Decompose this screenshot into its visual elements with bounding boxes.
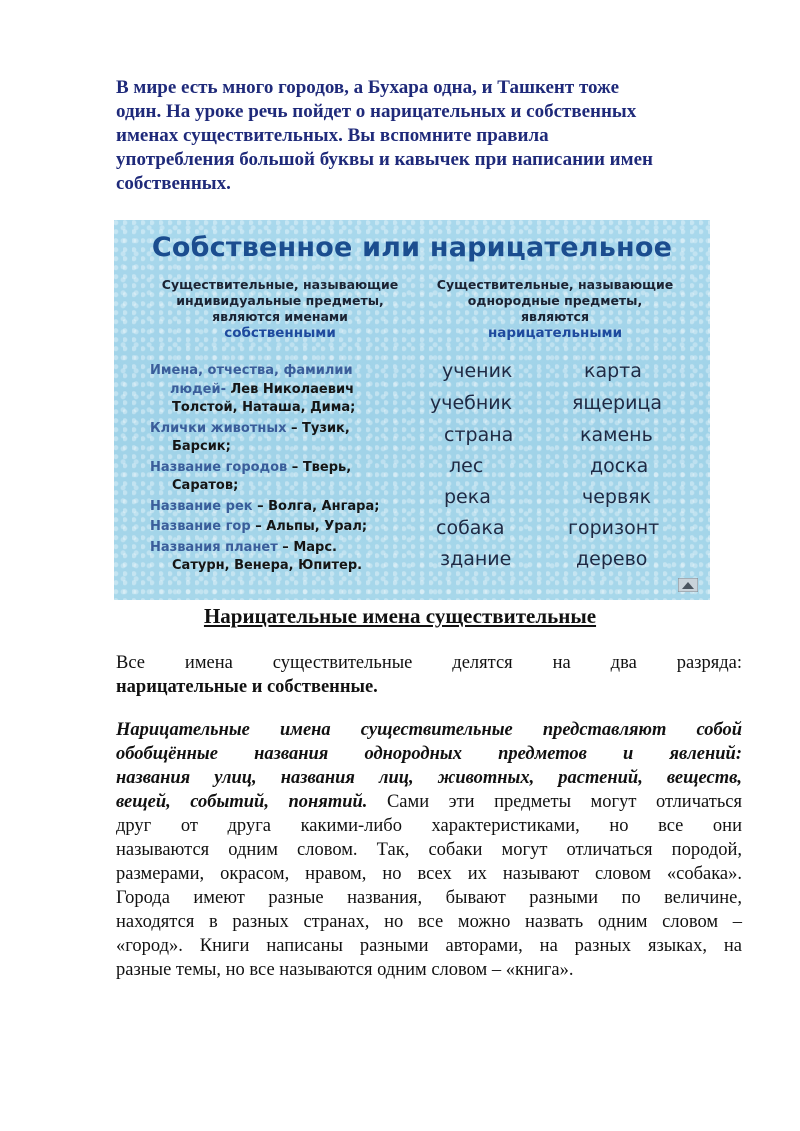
text-line: нарицательные и собственные. <box>116 677 378 697</box>
category-label: Название городов <box>150 459 288 475</box>
common-noun-word: горизонт <box>568 517 660 539</box>
common-noun-word: учебник <box>430 392 513 414</box>
common-column-heading <box>420 277 690 341</box>
heading-line: однородные предметы, <box>467 293 643 308</box>
common-noun-word: червяк <box>582 486 652 508</box>
category-label: Названия планет <box>150 539 278 555</box>
intro-line: употребления большой буквы и кавычек при написании имен <box>116 149 653 170</box>
example-text: – Марс. <box>277 539 337 555</box>
heading-line: Существительные, называющие <box>436 277 674 292</box>
example-text: Лев Николаевич <box>225 381 354 397</box>
example-text: Барсик; <box>172 439 231 454</box>
common-noun-word: собака <box>436 517 505 539</box>
category-label: Имена, отчества, фамилии <box>150 363 353 378</box>
text-line: Нарицательные имена существительные представляют собой <box>116 720 742 740</box>
proper-nouns-list <box>150 362 420 578</box>
common-noun-word: дерево <box>576 548 648 570</box>
intro-paragraph <box>116 76 736 196</box>
list-item <box>150 459 420 496</box>
list-item <box>150 420 420 457</box>
category-label: Клички животных <box>150 420 287 436</box>
heading-line: являются именами <box>212 309 348 324</box>
common-noun-word: здание <box>440 548 512 570</box>
example-text: Сатурн, Венера, Юпитер. <box>172 558 363 573</box>
paragraph-categories <box>116 651 742 699</box>
up-arrow-icon[interactable] <box>678 578 698 592</box>
text-line: размерами, окрасом, нравом, но всех их называют словом «собака». <box>116 864 742 884</box>
heading-line: являются <box>521 309 589 324</box>
example-text: – Волга, Ангара; <box>252 498 380 514</box>
text-line: Все имена существительные делятся на два разряда: <box>116 653 742 673</box>
heading-line: Существительные, называющие <box>161 277 399 292</box>
section-heading: Нарицательные имена существительные <box>203 604 597 628</box>
common-noun-word: карта <box>584 360 642 382</box>
text-line: друг от друга какими-либо характеристиками, но все они <box>116 816 742 836</box>
list-item <box>150 518 420 537</box>
common-noun-word: река <box>444 486 491 508</box>
text-line: разные темы, но все называются одним словом – «книга». <box>116 960 574 980</box>
example-text: – Тузик, <box>286 420 350 436</box>
common-noun-word: доска <box>590 455 649 477</box>
category-label: Название рек <box>150 498 253 514</box>
intro-line: именах существительных. Вы вспомните правила <box>116 125 549 146</box>
common-noun-word: лес <box>449 455 484 477</box>
category-label: Название гор <box>150 519 251 534</box>
text-line: называются одним словом. Так, собаки могут отличаться породой, <box>116 840 742 860</box>
common-noun-word: ящерица <box>572 392 662 414</box>
paragraph-definition <box>116 718 742 982</box>
common-noun-word: ученик <box>442 360 513 382</box>
text-line: «город». Книги написаны разными авторами, на разных языках, на <box>116 936 742 956</box>
intro-line: В мире есть много городов, а Бухара одна, и Ташкент тоже <box>116 77 620 98</box>
slide-title: Собственное или нарицательное <box>151 232 673 263</box>
example-text: – Тверь, <box>287 459 352 475</box>
intro-line: один. На уроке речь пойдет о нарицательных и собственных <box>116 101 637 122</box>
common-noun-word: камень <box>580 424 653 446</box>
heading-highlight: нарицательными <box>487 325 623 341</box>
common-noun-word: страна <box>444 424 514 446</box>
example-text: Саратов; <box>172 478 239 493</box>
heading-line: индивидуальные предметы, <box>176 293 384 308</box>
body-text: Сами эти предметы могут отличаться <box>367 792 742 812</box>
text-line: обобщённые названия однородных предметов и явлений: <box>116 744 742 764</box>
intro-line: собственных. <box>116 173 231 194</box>
category-label: людей- <box>170 381 226 397</box>
list-item <box>150 498 420 517</box>
list-item <box>150 362 420 418</box>
list-item <box>150 539 420 576</box>
text-line: Города имеют разные названия, бывают разными по величине, <box>116 888 742 908</box>
example-text: – Альпы, Урал; <box>250 519 368 534</box>
text-line: названия улиц, названия лиц, животных, растений, веществ, <box>116 768 742 788</box>
text-line <box>116 790 742 814</box>
text-line: находятся в разных странах, но все можно назвать одним словом – <box>116 912 742 932</box>
heading-highlight: собственными <box>224 325 336 341</box>
emphasis-text: вещей, событий, понятий. <box>116 792 368 812</box>
slide-image <box>114 220 710 600</box>
example-text: Толстой, Наташа, Дима; <box>172 400 356 415</box>
proper-column-heading <box>150 277 410 341</box>
